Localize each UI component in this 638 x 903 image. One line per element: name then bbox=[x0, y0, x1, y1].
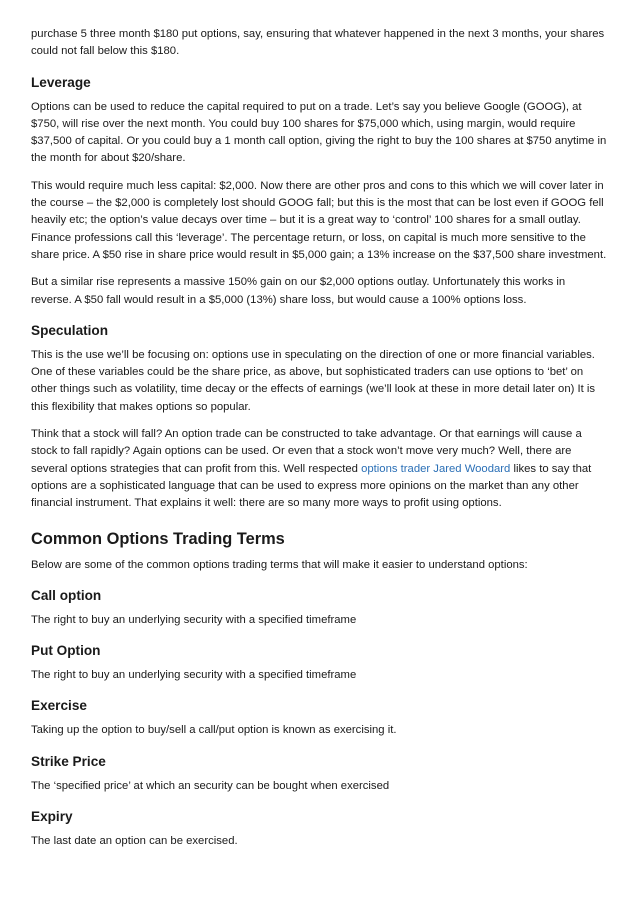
leverage-paragraph-2: This would require much less capital: $2,000. Now there are other pros and cons to this which we will cover later in the course – the $2,000 is completely lost should GOOG fall; but this is the most that can be lost even if GOOG fell heavily etc; the option’s value decays over time – but it is a great way to ‘control’ 100 shares for a small outlay. Finance professions call this ‘leverage’. The percentage return, or loss, on capital is much more sensitive to the share price. A $50 rise in share price would result in $5,000 gain; a 13% increase on the $37,500 share investment. bbox=[31, 179, 607, 261]
term-text-put-option: The right to buy an underlying security with a specified timeframe bbox=[31, 669, 357, 682]
terms-intro: Below are some of the common options trading terms that will make it easier to understand options: bbox=[31, 558, 528, 571]
leverage-heading: Leverage bbox=[31, 74, 91, 90]
speculation-paragraph-2 bbox=[31, 426, 609, 512]
terms-heading: Common Options Trading Terms bbox=[31, 529, 285, 548]
leverage-paragraph-3: But a similar rise represents a massive 150% gain on our $2,000 options outlay. Unfortunately this works in reverse. A $50 fall would result in a $5,000 (13%) share loss, but would cause a 100% options loss. bbox=[31, 276, 566, 306]
term-title-put-option: Put Option bbox=[31, 643, 101, 659]
speculation-heading: Speculation bbox=[31, 322, 109, 338]
intro-paragraph: purchase 5 three month $180 put options, say, ensuring that whatever happened in the next 3 months, your shares could not fall below this $180. bbox=[31, 28, 605, 58]
term-title-exercise: Exercise bbox=[31, 698, 87, 714]
speculation-paragraph-2-start: Think that a stock will fall? An option trade can be constructed to take advantage. Or that earnings will cause a stock to fall rapidly? Again options can be used. Or even that a stock won’t move very much? Well, there are several options strategies that can profit from this. Well respected bbox=[31, 428, 582, 475]
speculation-paragraph-1: This is the use we’ll be focusing on: options use in speculating on the direction of one or more financial variables. One of these variables could be the share price, as above, but sophisticated traders can use options to ‘bet’ on other things such as volatility, time decay or the effects of earnings (we’ll look at these in more detail later on) It is this flexibility that makes options so popular. bbox=[31, 348, 596, 413]
term-text-exercise: Taking up the option to buy/sell a call/put option is known as exercising it. bbox=[31, 724, 397, 737]
jared-woodard-link[interactable]: options trader Jared Woodard bbox=[361, 462, 511, 475]
term-text-strike-price: The ‘specified price’ at which an security can be bought when exercised bbox=[31, 779, 390, 792]
term-title-call-option: Call option bbox=[31, 587, 102, 603]
term-text-expiry: The last date an option can be exercised. bbox=[31, 835, 238, 848]
term-text-call-option: The right to buy an underlying security with a specified timeframe bbox=[31, 613, 357, 626]
document-page bbox=[31, 26, 609, 860]
term-title-strike-price: Strike Price bbox=[31, 753, 106, 769]
speculation-paragraph-2-end: likes to say that options are a sophisticated language that can be used to express more opinions on the market than any other financial instrument. That explains it well: there are so many more ways to profit using options. bbox=[31, 462, 592, 510]
leverage-paragraph-1: Options can be used to reduce the capital required to put on a trade. Let’s say you believe Google (GOOG), at $750, will rise over the next month. You could buy 100 shares for $75,000 which, using margin, would require $37,500 of capital. Or you could buy a 1 month call option, giving the right to buy the 100 shares at $750 anytime in the month for about $20/share. bbox=[31, 100, 607, 165]
term-title-expiry: Expiry bbox=[31, 809, 73, 825]
